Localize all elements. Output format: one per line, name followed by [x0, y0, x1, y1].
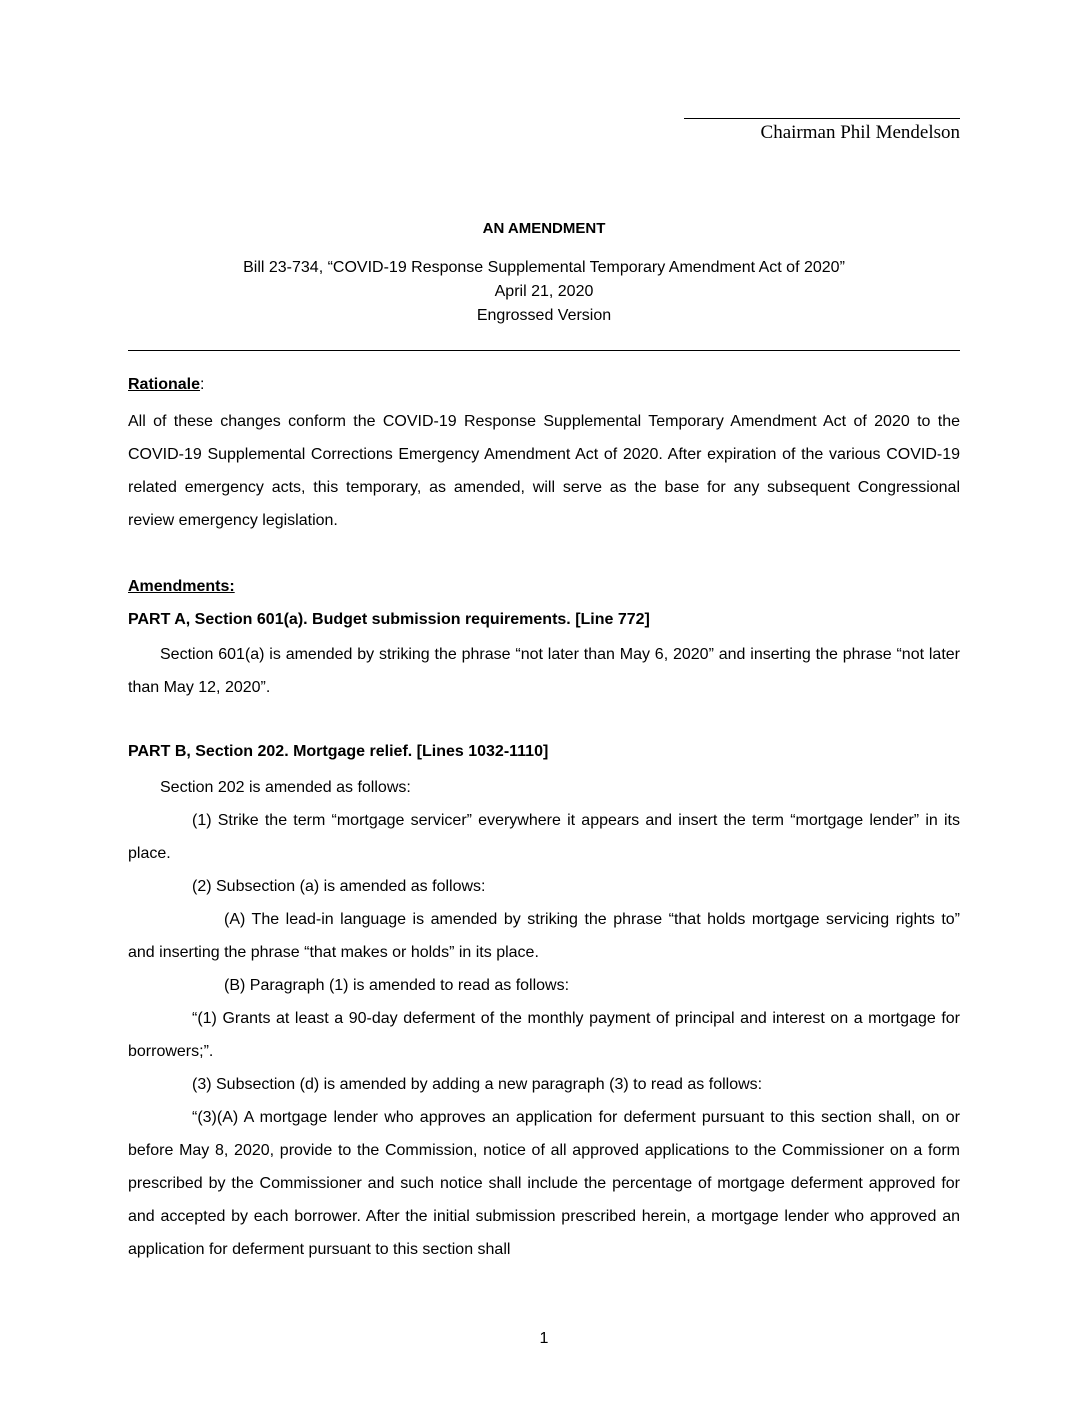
page-number: 1 — [539, 1330, 549, 1347]
document-version: Engrossed Version — [476, 307, 612, 324]
document-title: AN AMENDMENT — [482, 220, 606, 237]
part-b-heading: PART B, Section 202. Mortgage relief. [Lines 1032-1110] — [128, 743, 549, 760]
signer-name: Chairman Phil Mendelson — [760, 122, 960, 143]
rationale-heading-text: Rationale — [128, 376, 201, 393]
header-divider — [128, 350, 960, 351]
part-b-intro: Section 202 is amended as follows: — [160, 779, 411, 796]
document-date: April 21, 2020 — [494, 283, 594, 300]
rationale-text — [128, 405, 960, 537]
part-b-body — [128, 771, 960, 1266]
part-b-item-2a: (A) The lead-in language is amended by striking the phrase “that holds mortgage servicing rights to” and inserting the phrase “that makes or holds” in its place. — [128, 911, 960, 961]
rationale-heading-colon: : — [200, 376, 205, 393]
bill-title: Bill 23-734, “COVID-19 Response Supplemental Temporary Amendment Act of 2020” — [243, 259, 845, 276]
amendments-heading: Amendments: — [128, 578, 235, 595]
rationale-paragraph: All of these changes conform the COVID-19 Response Supplemental Temporary Amendment Act of 2020 to the COVID-19 Supplemental Corrections Emergency Amendment Act of 2020. After expiration of the various COVID-19 related emergency acts, this temporary, as amended, will serve as the base for any subsequent Congressional review emergency legislation. — [128, 413, 960, 529]
part-b-item-2b-text: “(1) Grants at least a 90-day deferment of the monthly payment of principal and interest on a mortgage for borrowers;”. — [128, 1010, 960, 1060]
part-b-item-1: (1) Strike the term “mortgage servicer” everywhere it appears and insert the term “mortgage lender” in its place. — [128, 812, 960, 862]
rationale-heading — [128, 376, 204, 394]
part-b-item-2b: (B) Paragraph (1) is amended to read as follows: — [224, 977, 570, 994]
part-a-body — [128, 638, 960, 704]
part-b-item-3: (3) Subsection (d) is amended by adding a new paragraph (3) to read as follows: — [192, 1076, 763, 1093]
part-b-item-2: (2) Subsection (a) is amended as follows: — [192, 878, 486, 895]
signature-line — [684, 118, 960, 119]
part-b-item-3-text: “(3)(A) A mortgage lender who approves an application for deferment pursuant to this section shall, on or before May 8, 2020, provide to the Commission, notice of all approved applications to the Commissioner on a form prescribed by the Commissioner and such notice shall include the percentage of mortgage deferment approved for and accepted by each borrower. After the initial submission prescribed herein, a mortgage lender who approved an application for deferment pursuant to this section shall — [128, 1109, 960, 1258]
part-a-heading: PART A, Section 601(a). Budget submission requirements. [Line 772] — [128, 611, 650, 628]
part-a-paragraph: Section 601(a) is amended by striking the phrase “not later than May 6, 2020” and inserting the phrase “not later than May 12, 2020”. — [128, 646, 960, 696]
